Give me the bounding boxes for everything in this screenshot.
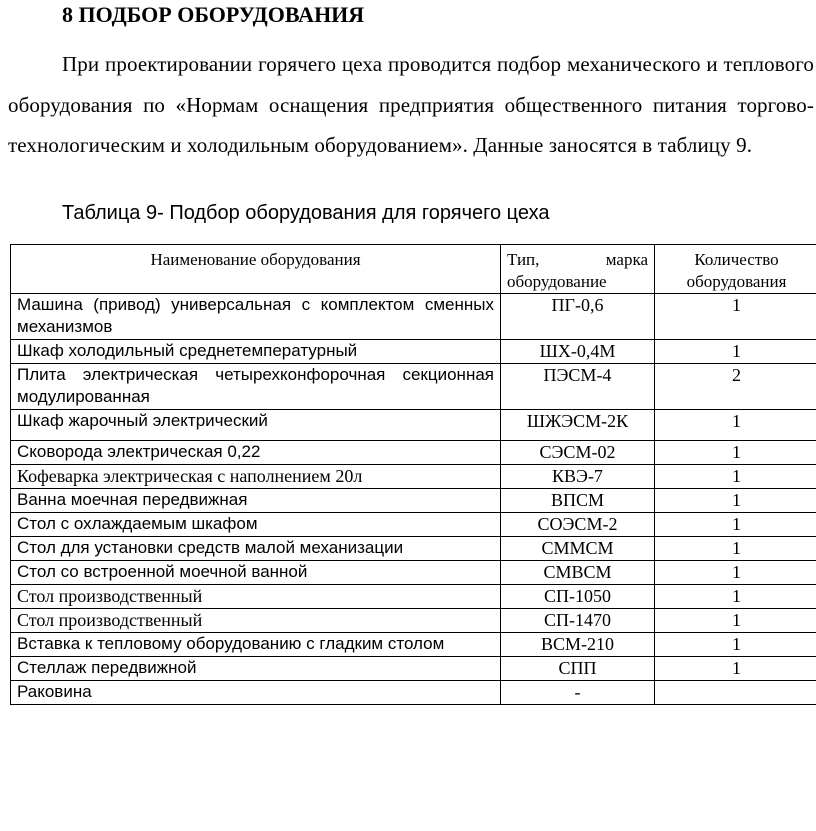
table-row xyxy=(11,410,816,441)
row-type: ВПСМ xyxy=(501,489,655,513)
row-name: Стол с охлаждаемым шкафом xyxy=(11,513,501,537)
row-name: Шкаф холодильный среднетемпературный xyxy=(11,340,501,364)
row-name: Плита электрическая четырехконфорочная секционная модулированная xyxy=(11,364,501,410)
row-qty: 1 xyxy=(655,410,816,441)
row-name: Ванна моечная передвижная xyxy=(11,489,501,513)
equipment-table xyxy=(10,244,816,705)
row-qty: 1 xyxy=(655,609,816,633)
row-type: СОЭСМ-2 xyxy=(501,513,655,537)
table-row xyxy=(11,294,816,340)
row-type: КВЭ-7 xyxy=(501,465,655,489)
table-row xyxy=(11,489,816,513)
row-name: Стол со встроенной моечной ванной xyxy=(11,561,501,585)
row-qty: 1 xyxy=(655,441,816,465)
row-qty: 1 xyxy=(655,585,816,609)
table-row xyxy=(11,585,816,609)
row-qty: 1 xyxy=(655,340,816,364)
table-row xyxy=(11,537,816,561)
row-name: Стеллаж передвижной xyxy=(11,657,501,681)
row-qty: 1 xyxy=(655,489,816,513)
row-name: Стол для установки средств малой механизации xyxy=(11,537,501,561)
table-row xyxy=(11,364,816,410)
table-row xyxy=(11,441,816,465)
row-type: ШХ-0,4М xyxy=(501,340,655,364)
table-caption: Таблица 9- Подбор оборудования для горячего цеха xyxy=(62,202,550,224)
row-type: ПГ-0,6 xyxy=(501,294,655,340)
table-header-row xyxy=(11,245,816,294)
table-row xyxy=(11,513,816,537)
table-row xyxy=(11,657,816,681)
row-qty: 1 xyxy=(655,633,816,657)
row-qty: 1 xyxy=(655,561,816,585)
row-qty: 1 xyxy=(655,657,816,681)
table-row xyxy=(11,681,816,705)
table-row xyxy=(11,633,816,657)
row-name: Шкаф жарочный электрический xyxy=(11,410,501,441)
row-type: СПП xyxy=(501,657,655,681)
row-qty xyxy=(655,681,816,705)
row-name: Раковина xyxy=(11,681,501,705)
header-name: Наименование оборудования xyxy=(11,245,501,294)
row-type: ВСМ-210 xyxy=(501,633,655,657)
row-type: - xyxy=(501,681,655,705)
table-row xyxy=(11,609,816,633)
table-row xyxy=(11,465,816,489)
row-type: СП-1050 xyxy=(501,585,655,609)
row-name: Вставка к тепловому оборудованию с гладким столом xyxy=(11,633,501,657)
row-type: СП-1470 xyxy=(501,609,655,633)
row-name: Стол производственный xyxy=(11,585,501,609)
row-qty: 2 xyxy=(655,364,816,410)
table-row xyxy=(11,561,816,585)
row-qty: 1 xyxy=(655,294,816,340)
row-type: ПЭСМ-4 xyxy=(501,364,655,410)
header-qty: Количество оборудования xyxy=(655,245,816,294)
row-qty: 1 xyxy=(655,513,816,537)
table-row xyxy=(11,340,816,364)
row-qty: 1 xyxy=(655,537,816,561)
row-name: Кофеварка электрическая с наполнением 20л xyxy=(11,465,501,489)
row-name: Стол производственный xyxy=(11,609,501,633)
section-heading: 8 ПОДБОР ОБОРУДОВАНИЯ xyxy=(62,2,365,27)
row-type: СЭСМ-02 xyxy=(501,441,655,465)
header-type: Тип, марка оборудование xyxy=(501,245,655,294)
intro-paragraph: При проектировании горячего цеха проводится подбор механического и теплового оборудования по «Нормам оснащения предприятия общественного питания торгово-технологическим и холодильным оборудованием». Данные заносятся в таблицу 9. xyxy=(8,52,814,157)
row-type: СМВСМ xyxy=(501,561,655,585)
row-qty: 1 xyxy=(655,465,816,489)
row-name: Машина (привод) универсальная с комплектом сменных механизмов xyxy=(11,294,501,340)
row-type: СММСМ xyxy=(501,537,655,561)
row-type: ШЖЭСМ-2К xyxy=(501,410,655,441)
row-name: Сковорода электрическая 0,22 xyxy=(11,441,501,465)
